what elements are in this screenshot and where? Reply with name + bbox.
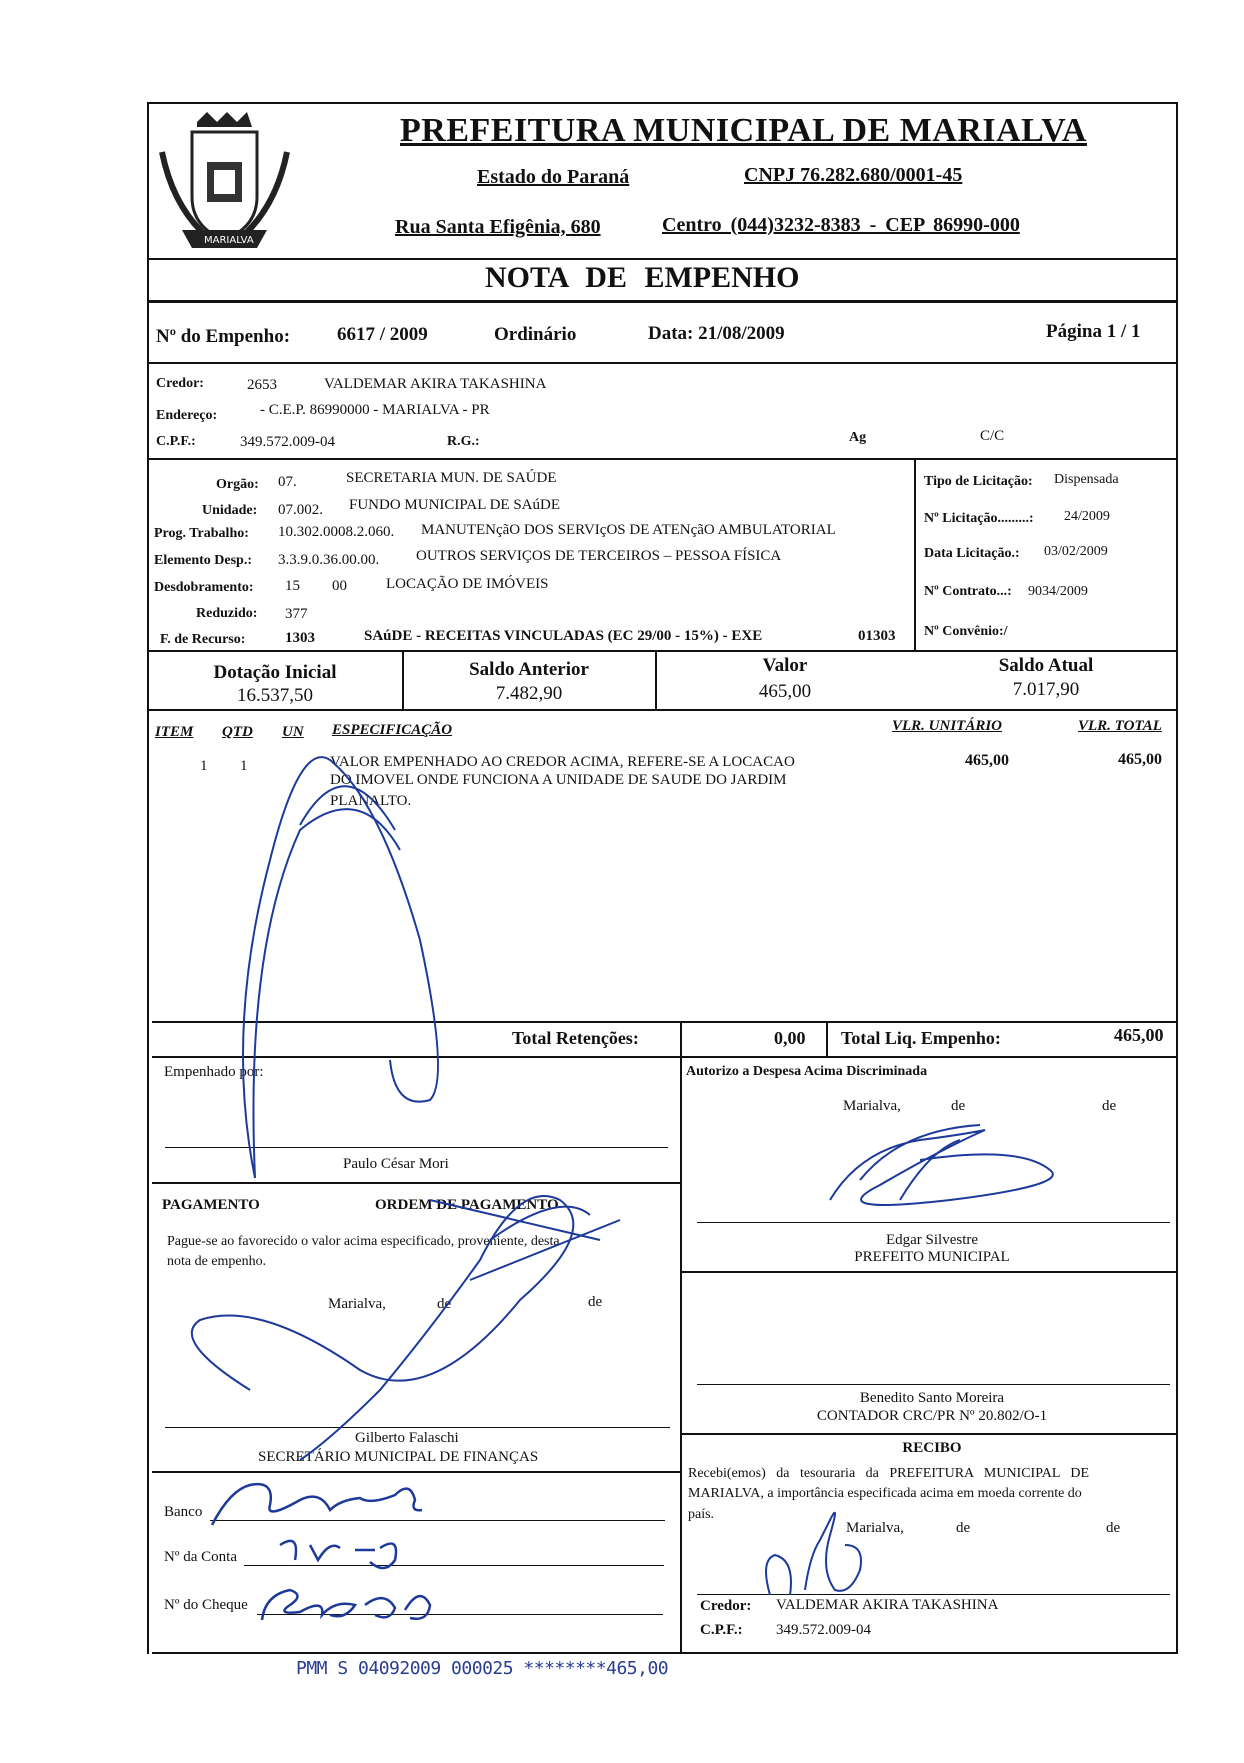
licitacao-data: 03/02/2009 bbox=[1044, 544, 1108, 559]
cheque-label: Nº do Cheque bbox=[164, 1597, 248, 1613]
liquido-label: Total Liq. Empenho: bbox=[841, 1028, 1001, 1048]
left-de-2: de bbox=[588, 1294, 603, 1310]
dotacao-value: 16.537,50 bbox=[237, 685, 313, 706]
item-vunit: 465,00 bbox=[965, 752, 1009, 769]
crest bbox=[152, 112, 297, 262]
pague-text-1: Pague-se ao favorecido o valor acima especificado, proveniente, desta bbox=[167, 1234, 560, 1249]
input-line bbox=[244, 1565, 664, 1566]
divider bbox=[152, 1056, 1178, 1058]
unidade-label: Unidade: bbox=[202, 503, 258, 518]
signature-line bbox=[165, 1427, 670, 1428]
signature-line bbox=[697, 1384, 1170, 1385]
pague-text-2: nota de empenho. bbox=[167, 1254, 267, 1269]
divider bbox=[152, 1471, 680, 1473]
valor-label: Valor bbox=[762, 655, 808, 676]
bank-stamp: PMM S 04092009 000025 ********465,00 bbox=[296, 1658, 669, 1679]
right-marialva: Marialva, bbox=[843, 1098, 901, 1114]
col-qtd: QTD bbox=[222, 724, 253, 740]
prefeito-signatory: Edgar Silvestre bbox=[885, 1232, 979, 1248]
recibo-cpf-label: C.P.F.: bbox=[700, 1622, 743, 1638]
desdobramento-sub: 00 bbox=[332, 578, 347, 594]
divider bbox=[148, 362, 1178, 364]
recurso-num: 01303 bbox=[858, 628, 896, 644]
signature-line bbox=[165, 1147, 668, 1148]
col-item: ITEM bbox=[155, 724, 194, 740]
signature-line bbox=[697, 1222, 1170, 1223]
bottom-border bbox=[152, 1652, 1178, 1654]
recibo-marialva: Marialva, bbox=[846, 1520, 904, 1536]
item-qtd: 1 bbox=[240, 758, 248, 774]
credor-code: 2653 bbox=[247, 377, 277, 393]
left-marialva: Marialva, bbox=[328, 1296, 386, 1312]
col-vlr-total: VLR. TOTAL bbox=[1078, 718, 1162, 734]
saldo-anterior-value: 7.482,90 bbox=[495, 683, 563, 704]
divider bbox=[148, 258, 1178, 260]
elemento-code: 3.3.9.0.36.00.00. bbox=[278, 552, 380, 568]
saldo-anterior-label: Saldo Anterior bbox=[469, 659, 589, 680]
frame-top bbox=[148, 102, 1178, 104]
page-number: Página 1 / 1 bbox=[1046, 321, 1141, 342]
empenhado-label: Empenhado por: bbox=[164, 1064, 264, 1080]
empenho-number: 6617 / 2009 bbox=[337, 324, 428, 345]
credor-label: Credor: bbox=[156, 376, 204, 391]
orgao-name: SECRETARIA MUN. DE SAÚDE bbox=[346, 470, 557, 486]
financas-role: SECRETÁRIO MUNICIPAL DE FINANÇAS bbox=[258, 1449, 539, 1465]
contrato-label: Nº Contrato...: bbox=[924, 584, 1012, 599]
svg-text:MARIALVA: MARIALVA bbox=[204, 235, 254, 246]
item-desc-3: PLANALTO. bbox=[330, 793, 412, 809]
prog-label: Prog. Trabalho: bbox=[154, 526, 249, 541]
recurso-name: SAúDE - RECEITAS VINCULADAS (EC 29/00 - 15%) - EXE bbox=[364, 628, 763, 644]
divider bbox=[152, 1182, 680, 1184]
dotacao-label: Dotação Inicial bbox=[213, 662, 337, 683]
valor-value: 465,00 bbox=[758, 681, 812, 702]
doc-title: NOTA DE EMPENHO bbox=[485, 261, 800, 294]
state-label: Estado do Paraná bbox=[477, 166, 630, 188]
item-desc-1: VALOR EMPENHADO AO CREDOR ACIMA, REFERE-SE A LOCACAO bbox=[330, 754, 795, 770]
retencoes-label: Total Retenções: bbox=[512, 1028, 639, 1048]
signature-line bbox=[697, 1594, 1170, 1595]
left-de-1: de bbox=[437, 1296, 452, 1312]
empenho-type: Ordinário bbox=[494, 324, 577, 345]
recibo-text-1: Recebi(emos) da tesouraria da PREFEITURA MUNICIPAL DE bbox=[688, 1466, 1090, 1481]
vdivider bbox=[914, 459, 916, 650]
elemento-name: OUTROS SERVIÇOS DE TERCEIROS – PESSOA FÍSICA bbox=[416, 548, 782, 564]
col-vlr-unitario: VLR. UNITÁRIO bbox=[892, 718, 1003, 734]
divider bbox=[152, 1021, 1178, 1023]
page-title: PREFEITURA MUNICIPAL DE MARIALVA bbox=[400, 112, 1087, 149]
divider bbox=[148, 300, 1178, 303]
address2-label: Centro (044)3232-8383 - CEP 86990-000 bbox=[662, 214, 1020, 236]
saldo-atual-label: Saldo Atual bbox=[998, 655, 1094, 676]
contador-role: CONTADOR CRC/PR Nº 20.802/O-1 bbox=[816, 1408, 1048, 1424]
credor-address: - C.E.P. 86990000 - MARIALVA - PR bbox=[260, 402, 490, 418]
cnpj-label: CNPJ 76.282.680/0001-45 bbox=[744, 164, 963, 186]
col-especificacao: ESPECIFICAÇÃO bbox=[332, 722, 453, 738]
divider bbox=[148, 709, 1178, 711]
recibo-credor-name: VALDEMAR AKIRA TAKASHINA bbox=[776, 1597, 999, 1613]
saldo-atual-value: 7.017,90 bbox=[1012, 679, 1080, 700]
autorizo-title: Autorizo a Despesa Acima Discriminada bbox=[686, 1064, 928, 1079]
licitacao-num: 24/2009 bbox=[1064, 509, 1110, 524]
financas-signatory: Gilberto Falaschi bbox=[355, 1430, 459, 1446]
licitacao-tipo: Dispensada bbox=[1054, 472, 1119, 487]
rg-label: R.G.: bbox=[447, 434, 480, 449]
empenho-date: Data: 21/08/2009 bbox=[648, 323, 785, 344]
desdobramento-code: 15 bbox=[285, 578, 300, 594]
contador-signatory: Benedito Santo Moreira bbox=[859, 1390, 1005, 1406]
address-label: Rua Santa Efigênia, 680 bbox=[395, 216, 601, 238]
divider bbox=[148, 650, 1178, 652]
empenho-label: Nº do Empenho: bbox=[156, 326, 291, 347]
item-num: 1 bbox=[200, 758, 208, 774]
recurso-label: F. de Recurso: bbox=[160, 632, 246, 647]
desdobramento-label: Desdobramento: bbox=[154, 580, 254, 595]
address-field-label: Endereço: bbox=[156, 408, 218, 423]
ag-label: Ag bbox=[849, 430, 867, 445]
orgao-code: 07. bbox=[278, 474, 297, 490]
unidade-code: 07.002. bbox=[278, 502, 323, 518]
recibo-credor-label: Credor: bbox=[700, 1598, 752, 1614]
contrato-value: 9034/2009 bbox=[1028, 584, 1088, 599]
vdivider bbox=[680, 1057, 682, 1654]
elemento-label: Elemento Desp.: bbox=[154, 553, 252, 568]
input-line bbox=[210, 1520, 665, 1521]
licitacao-num-label: Nº Licitação.........: bbox=[924, 511, 1034, 526]
licitacao-tipo-label: Tipo de Licitação: bbox=[924, 474, 1033, 489]
col-un: UN bbox=[282, 724, 304, 740]
divider bbox=[680, 1271, 1178, 1273]
input-line bbox=[257, 1614, 663, 1615]
recibo-text-2: MARIALVA, a importância especificada acima em moeda corrente do bbox=[688, 1486, 1082, 1501]
right-de-2: de bbox=[1102, 1098, 1117, 1114]
recibo-de-2: de bbox=[1106, 1520, 1121, 1536]
empenhado-signatory: Paulo César Mori bbox=[343, 1156, 449, 1172]
divider bbox=[148, 458, 1178, 460]
recibo-text-3: país. bbox=[688, 1507, 715, 1522]
retencoes-value: 0,00 bbox=[774, 1028, 806, 1048]
conta-label: Nº da Conta bbox=[164, 1549, 237, 1565]
vdivider bbox=[826, 1021, 828, 1057]
convenio-label: Nº Convênio:/ bbox=[924, 624, 1008, 639]
vdivider bbox=[680, 1021, 682, 1057]
reduzido-value: 377 bbox=[285, 606, 308, 622]
recibo-de-1: de bbox=[956, 1520, 971, 1536]
cc-label: C/C bbox=[980, 428, 1005, 444]
credor-cpf: 349.572.009-04 bbox=[240, 434, 335, 450]
pagamento-title: PAGAMENTO bbox=[162, 1197, 260, 1213]
frame-left bbox=[147, 102, 149, 1654]
reduzido-label: Reduzido: bbox=[196, 606, 258, 621]
unidade-name: FUNDO MUNICIPAL DE SAúDE bbox=[349, 497, 560, 513]
cpf-label: C.P.F.: bbox=[156, 434, 196, 449]
liquido-value: 465,00 bbox=[1114, 1025, 1164, 1045]
recurso-code: 1303 bbox=[285, 630, 315, 646]
prog-code: 10.302.0008.2.060. bbox=[278, 524, 395, 540]
item-vtotal: 465,00 bbox=[1118, 751, 1162, 768]
recibo-cpf: 349.572.009-04 bbox=[776, 1622, 871, 1638]
licitacao-data-label: Data Licitação.: bbox=[924, 546, 1020, 561]
right-de-1: de bbox=[951, 1098, 966, 1114]
divider bbox=[680, 1433, 1178, 1435]
orgao-label: Orgão: bbox=[216, 477, 259, 492]
item-desc-2: DO IMOVEL ONDE FUNCIONA A UNIDADE DE SAUDE DO JARDIM bbox=[330, 772, 787, 788]
ordem-pagamento-title: ORDEM DE PAGAMENTO bbox=[375, 1197, 559, 1213]
desdobramento-name: LOCAÇÃO DE IMÓVEIS bbox=[386, 576, 549, 592]
recibo-title: RECIBO bbox=[902, 1440, 962, 1456]
prefeito-role: PREFEITO MUNICIPAL bbox=[854, 1249, 1010, 1265]
prog-name: MANUTENçãO DOS SERVIçOS DE ATENçãO AMBULATORIAL bbox=[421, 522, 836, 538]
banco-label: Banco bbox=[164, 1504, 203, 1520]
credor-name: VALDEMAR AKIRA TAKASHINA bbox=[324, 376, 547, 392]
